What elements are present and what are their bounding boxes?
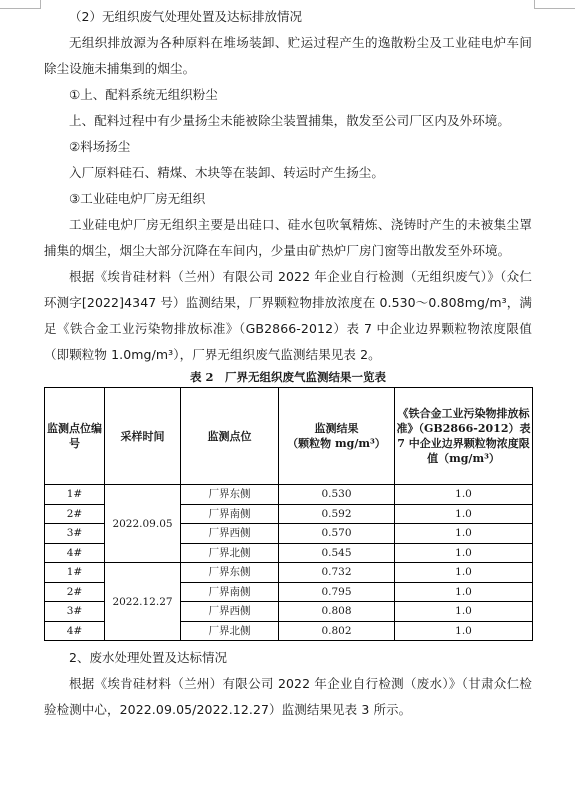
cell-date: 2022.09.05 (105, 485, 181, 563)
monitoring-table (44, 387, 533, 641)
cell-limit: 1.0 (395, 524, 533, 544)
cell-point: 厂界北侧 (181, 621, 279, 641)
cell-point-no: 1# (45, 485, 105, 505)
paragraph-furnace-building: 工业硅电炉厂房无组织主要是出硅口、硅水包吹氧精炼、浇铸时产生的未被集尘罩捕集的烟尘，烟尘大部分沉降在车间内，少量由矿热炉厂房门窗等出散发至外环境。 (44, 217, 532, 258)
table-caption: 表 2 厂界无组织废气监测结果一览表 (189, 370, 386, 384)
document-body (44, 4, 532, 723)
cell-point: 厂界西侧 (181, 602, 279, 622)
cell-result: 0.570 (279, 524, 395, 544)
table-row (45, 485, 533, 505)
cell-date: 2022.12.27 (105, 563, 181, 641)
margin-corner-mark-left (0, 0, 41, 9)
cell-limit: 1.0 (395, 621, 533, 641)
margin-corner-mark-right (534, 0, 575, 9)
cell-result: 0.530 (279, 485, 395, 505)
cell-point-no: 3# (45, 524, 105, 544)
cell-point-no: 3# (45, 602, 105, 622)
header-result-line1: 监测结果 (314, 422, 359, 435)
cell-point-no: 1# (45, 563, 105, 583)
cell-result: 0.545 (279, 543, 395, 563)
cell-limit: 1.0 (395, 563, 533, 583)
header-result (279, 388, 395, 485)
cell-point: 厂界南侧 (181, 582, 279, 602)
cell-result: 0.808 (279, 602, 395, 622)
section2-paragraph: 根据《埃肯硅材料（兰州）有限公司 2022 年企业自行检测（废水）》（甘肃众仁检验检测中心，2022.09.05/2022.12.27）监测结果见表 3 所示。 (44, 676, 532, 717)
cell-limit: 1.0 (395, 504, 533, 524)
cell-result: 0.795 (279, 582, 395, 602)
cell-result: 0.592 (279, 504, 395, 524)
subheading-furnace-building: ③工业硅电炉厂房无组织 (69, 191, 206, 206)
cell-point: 厂界南侧 (181, 504, 279, 524)
cell-point-no: 2# (45, 504, 105, 524)
header-point-no: 监测点位编号 (45, 388, 105, 485)
cell-point: 厂界西侧 (181, 524, 279, 544)
header-point: 监测点位 (181, 388, 279, 485)
cell-point-no: 4# (45, 621, 105, 641)
cell-point-no: 2# (45, 582, 105, 602)
header-date: 采样时间 (105, 388, 181, 485)
section-heading: （2）无组织废气处理处置及达标排放情况 (69, 9, 302, 24)
paragraph-monitoring-result: 根据《埃肯硅材料（兰州）有限公司 2022 年企业自行检测（无组织废气）》（众仁环测字[2022]4347 号）监测结果，厂界颗粒物排放浓度在 0.530～0.808mg/m³，满足《铁合金工业污染物排放标准》（GB2866-2012）表 7 中企业边界颗粒物浓度限值（即颗粒物 1.0mg/m³），厂界无组织废气监测结果见表 2。 (44, 269, 532, 362)
paragraph-batching-dust: 上、配料过程中有少量扬尘未能被除尘装置捕集，散发至公司厂区内及外环境。 (69, 113, 511, 128)
cell-limit: 1.0 (395, 602, 533, 622)
table-header-row (45, 388, 533, 485)
cell-point: 厂界北侧 (181, 543, 279, 563)
cell-limit: 1.0 (395, 485, 533, 505)
subheading-yard-dust: ②料场扬尘 (69, 139, 131, 154)
section2-heading: 2、废水处理处置及达标情况 (69, 650, 227, 665)
cell-point: 厂界东侧 (181, 563, 279, 583)
cell-result: 0.732 (279, 563, 395, 583)
header-limit: 《铁合金工业污染物排放标准》（GB2866-2012）表 7 中企业边界颗粒物浓度限值（mg/m³） (395, 388, 533, 485)
table-row (45, 563, 533, 583)
cell-result: 0.802 (279, 621, 395, 641)
cell-limit: 1.0 (395, 543, 533, 563)
subheading-batching-dust: ①上、配料系统无组织粉尘 (69, 87, 218, 102)
cell-limit: 1.0 (395, 582, 533, 602)
cell-point: 厂界东侧 (181, 485, 279, 505)
cell-point-no: 4# (45, 543, 105, 563)
intro-paragraph: 无组织排放源为各种原料在堆场装卸、贮运过程产生的逸散粉尘及工业硅电炉车间除尘设施未捕集到的烟尘。 (44, 35, 532, 76)
header-result-line2: （颗粒物 mg/m³） (287, 437, 386, 450)
paragraph-yard-dust: 入厂原料硅石、精煤、木块等在装卸、转运时产生扬尘。 (69, 165, 385, 180)
